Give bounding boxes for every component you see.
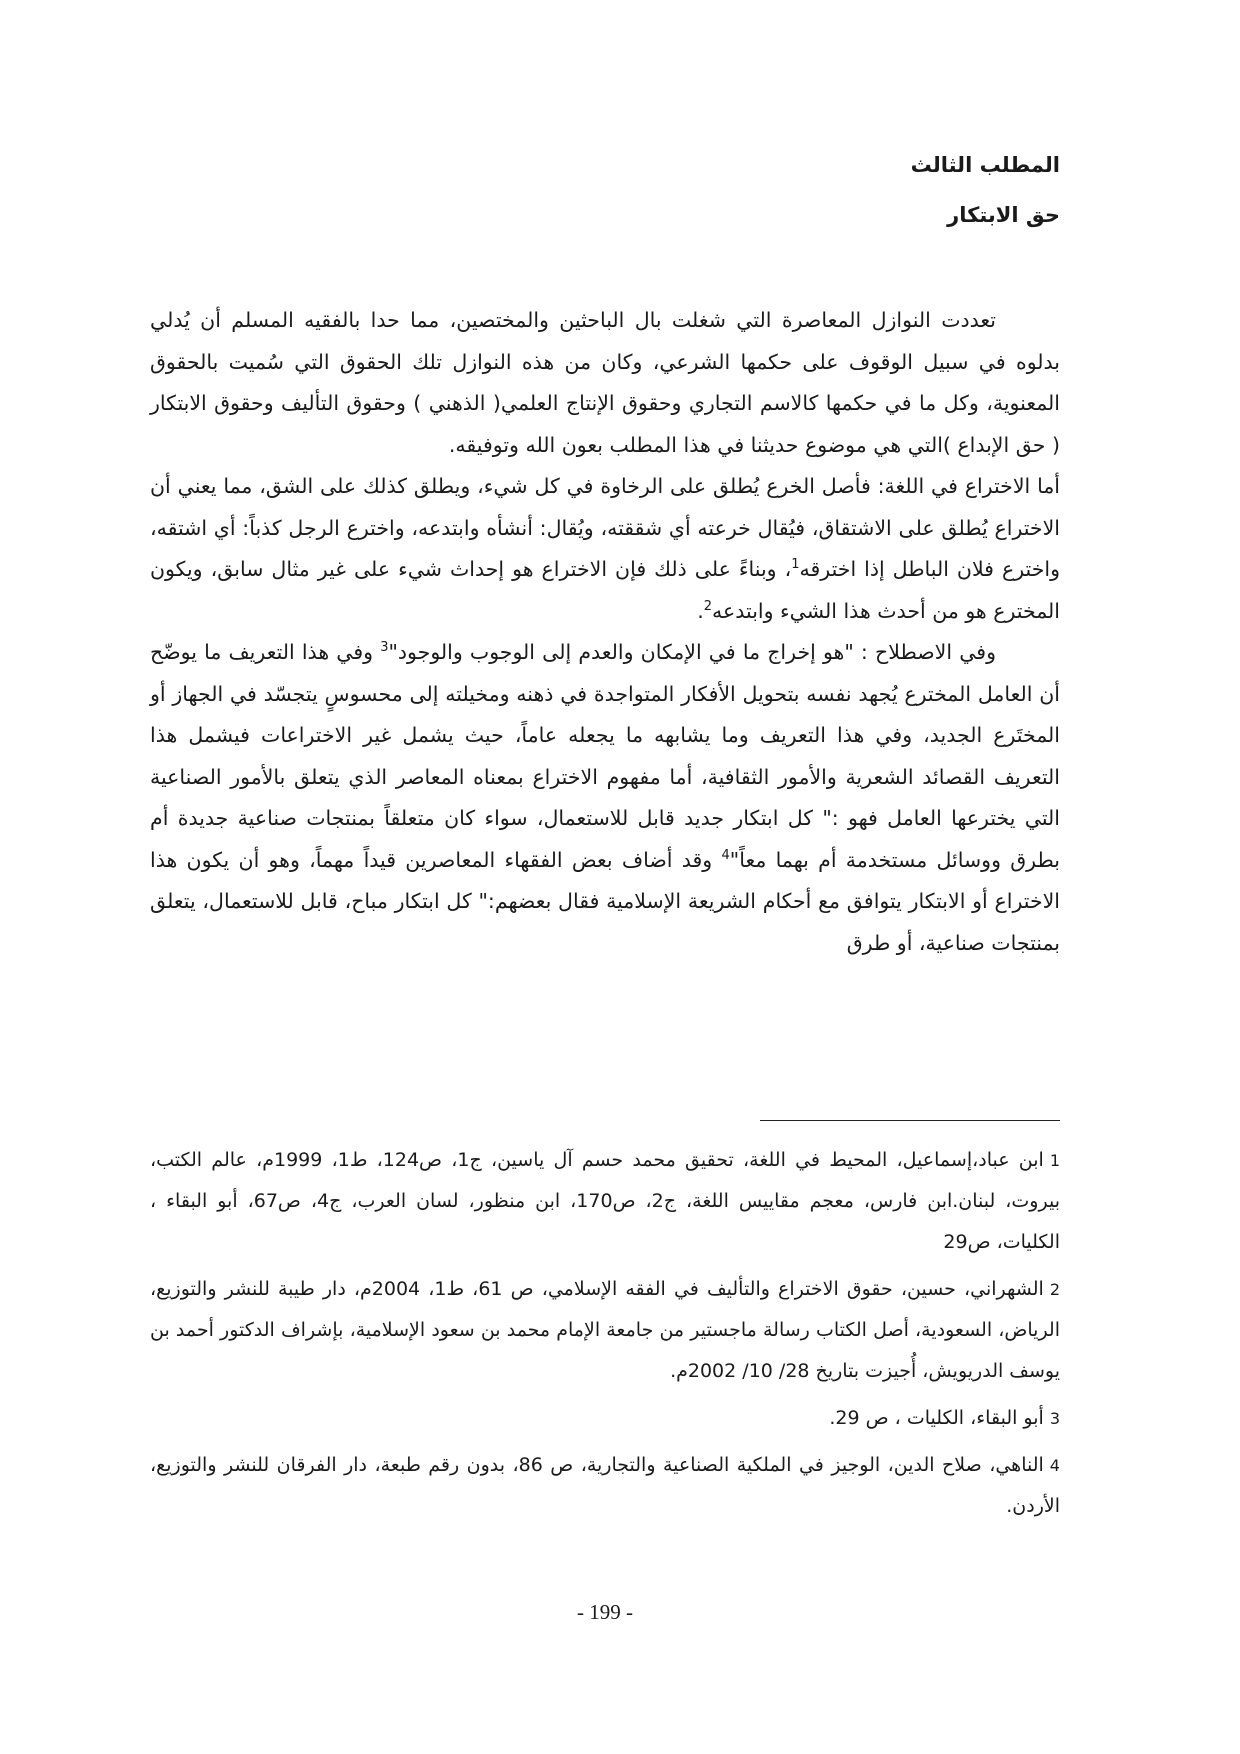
paragraph-text: ، وبناءً على ذلك فإن الاختراع هو إحداث شيء على غير مثال سابق، ويكون المخترع هو من أحدث هذا الشيء وابتدعه [150, 557, 1060, 623]
footnote-ref-3[interactable]: 3 [380, 640, 389, 656]
paragraph-text: وقد أضاف بعض الفقهاء المعاصرين قيداً مهماً، وهو أن يكون هذا الاختراع أو الابتكار يتوافق مع أحكام الشريعة الإسلامية فقال بعضهم:" كل ابتكار مباح، قابل للاستعمال، يتعلق بمنتجات صناعية، أو طرق [150, 847, 1060, 955]
footnote-item [150, 1140, 1060, 1263]
paragraph-text: وفي الاصطلاح : "هو إخراج ما في الإمكان والعدم إلى الوجوب والوجود" [388, 640, 996, 664]
paragraph-text: تعددت النوازل المعاصرة التي شغلت بال الباحثين والمختصين، مما حدا بالفقيه المسلم أن يُدلي بدلوه في سبيل الوقوف على حكمها الشرعي، وكان من هذه النوازل تلك الحقوق التي سُميت بالحقوق المعنوية، وكل ما في حكمها كالاسم التجاري وحقوق الإنتاج العلمي( الذهني ) وحقوق التأليف وحقوق الابتكار ( حق الإبداع )التي هي موضوع حديثنا في هذا المطلب بعون الله وتوفيقه. [150, 308, 1060, 457]
paragraph-language-definition [150, 466, 1060, 632]
footnote-text: ابن عباد،إسماعيل، المحيط في اللغة، تحقيق محمد حسم آل ياسين، ج1، ص124، ط1، 1999م، عالم الكتب، بيروت، لبنان.ابن فارس، معجم مقاييس اللغة، ج2، ص170، ابن منظور، لسان العرب، ج4، ص67، أبو البقاء ، الكليات، ص29 [150, 1149, 1060, 1253]
footnotes [150, 1140, 1060, 1533]
footnote-text: الشهراني، حسين، حقوق الاختراع والتأليف في الفقه الإسلامي، ص 61، ط1، 2004م، دار طيبة للنشر والتوزيع، الرياض، السعودية، أصل الكتاب رسالة ماجستير من جامعة الإمام محمد بن سعود الإسلامية، بإشراف الدكتور أحمد بن يوسف الدريويش، أُجيزت بتاريخ 28/ 10/ 2002م. [150, 1278, 1060, 1382]
paragraph-intro [150, 300, 1060, 466]
footnote-number: 4 [1049, 1456, 1060, 1475]
footnote-text: أبو البقاء، الكليات ، ص 29. [829, 1407, 1044, 1429]
paragraph-text: أما الاختراع في اللغة: فأصل الخرع يُطلق على الرخاوة في كل شيء، ويطلق كذلك على الشق، مما يعني أن الاختراع يُطلق على الاشتقاق، فيُقال خرعته أي شققته، ويُقال: أنشأه وابتدعه، واخترع الرجل كذباً: أي اشتقه، واخترع فلان الباطل إذا اخترقه [150, 474, 1060, 581]
paragraph-text: . [697, 598, 704, 623]
footnote-item [150, 1269, 1060, 1392]
footnote-ref-4[interactable]: 4 [721, 847, 730, 863]
paragraph-term-definition [150, 632, 1060, 964]
section-heading: المطلب الثالث [910, 153, 1060, 177]
footnote-divider [760, 1120, 1060, 1121]
document-page [150, 150, 1060, 1624]
section-title: حق الابتكار [947, 203, 1060, 227]
footnote-ref-1[interactable]: 1 [791, 557, 800, 573]
footnote-number: 1 [1049, 1151, 1060, 1170]
footnote-ref-2[interactable]: 2 [703, 598, 713, 614]
footnote-item [150, 1445, 1060, 1527]
footnote-item [150, 1398, 1060, 1439]
footnote-number: 2 [1049, 1280, 1060, 1299]
paragraph-text: وفي هذا التعريف ما يوضّح أن العامل المخترع يُجهد نفسه بتحويل الأفكار المتواجدة في ذهنه ومخيلته إلى محسوسٍ يتجسّد في الجهاز أو المختَرع الجديد، وفي هذا التعريف وما يشابهه ما يجعله عاماً، حيث يشمل غير الاختراعات فيشمل هذا التعريف القصائد الشعرية والأمور الثقافية، أما مفهوم الاختراع بمعناه المعاصر الذي يتعلق بالأمور الصناعية التي يخترعها العامل فهو :" كل ابتكار جديد قابل للاستعمال، سواء كان متعلقاً بمنتجات صناعية جديدة أم بطرق ووسائل مستخدمة أم بهما معاً" [150, 640, 1060, 872]
page-number: - 199 - [577, 1600, 633, 1624]
footnote-text: الناهي، صلاح الدين، الوجيز في الملكية الصناعية والتجارية، ص 86، بدون رقم طبعة، دار الفرقان للنشر والتوزيع، الأردن. [150, 1454, 1060, 1517]
body-text [150, 300, 1060, 964]
footnote-number: 3 [1049, 1409, 1060, 1428]
